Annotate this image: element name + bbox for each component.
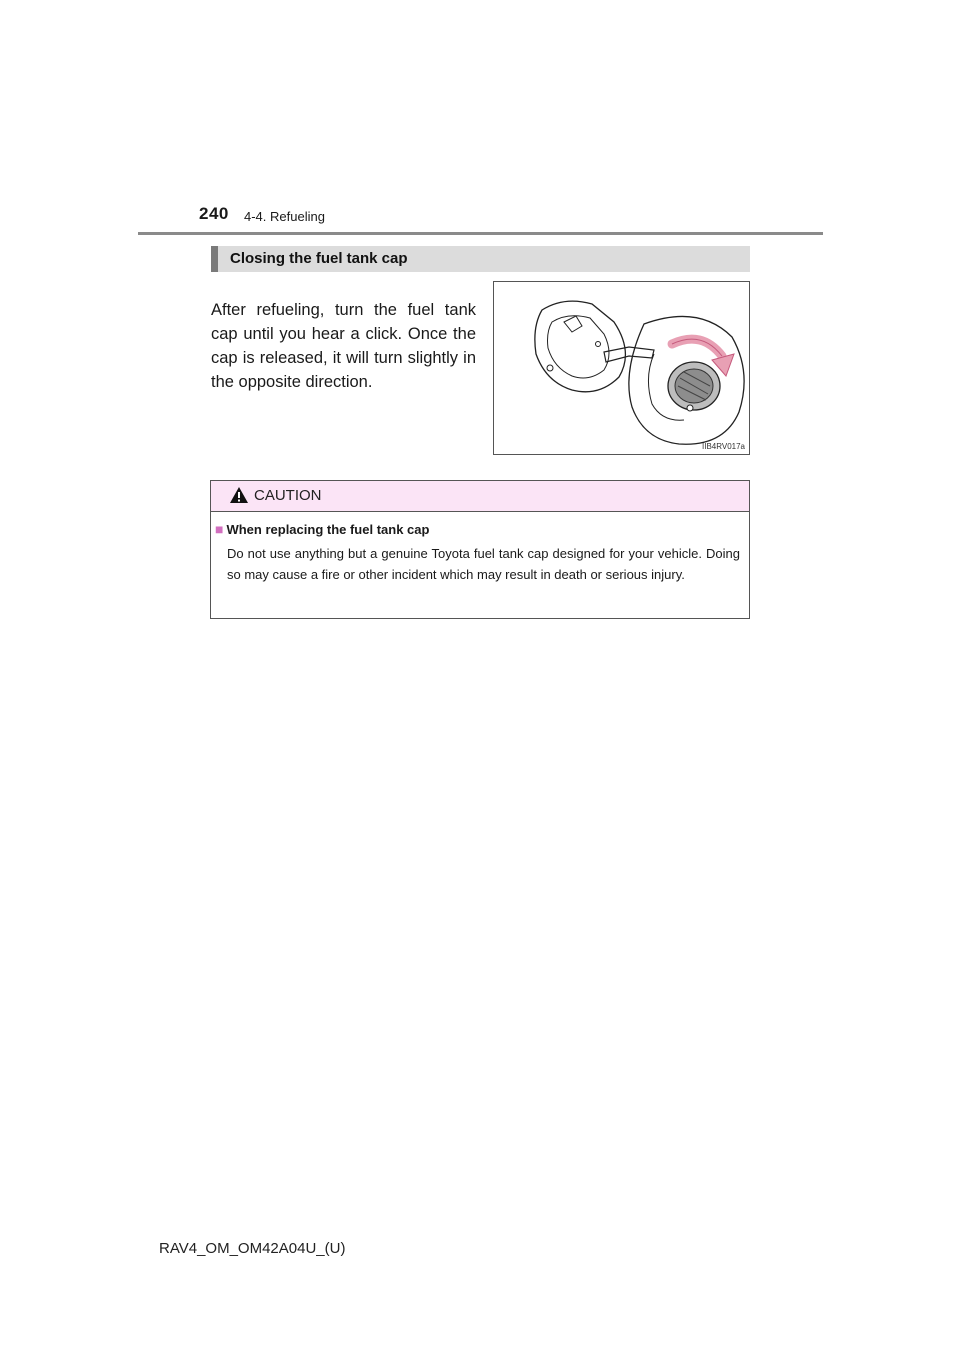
caution-title: CAUTION xyxy=(254,487,322,504)
caution-item-heading: When replacing the fuel tank cap xyxy=(226,522,430,537)
page-number: 240 xyxy=(199,204,229,223)
caution-item-body: Do not use anything but a genuine Toyota fuel tank cap designed for your vehicle. Doing so may cause a fire or other incident which may result in death or serious injury. xyxy=(227,546,740,582)
figure-code: IIB4RV017a xyxy=(702,442,745,451)
section-label: 4-4. Refueling xyxy=(244,209,325,224)
warning-icon xyxy=(229,486,249,504)
footer-code: RAV4_OM_OM42A04U_(U) xyxy=(159,1240,346,1257)
caution-item-title xyxy=(215,521,429,537)
bullet-icon: ■ xyxy=(215,521,224,537)
caution-box xyxy=(210,480,750,619)
header-rule xyxy=(138,232,823,235)
body-text: After refueling, turn the fuel tank cap until you hear a click. Once the cap is released, it will turn slightly in the opposite direction. xyxy=(211,301,476,391)
subsection-title: Closing the fuel tank cap xyxy=(230,250,408,267)
fuel-cap-illustration xyxy=(494,282,749,454)
caution-header xyxy=(211,481,749,512)
subsection-bar xyxy=(211,246,750,272)
figure-fuel-cap xyxy=(493,281,750,455)
